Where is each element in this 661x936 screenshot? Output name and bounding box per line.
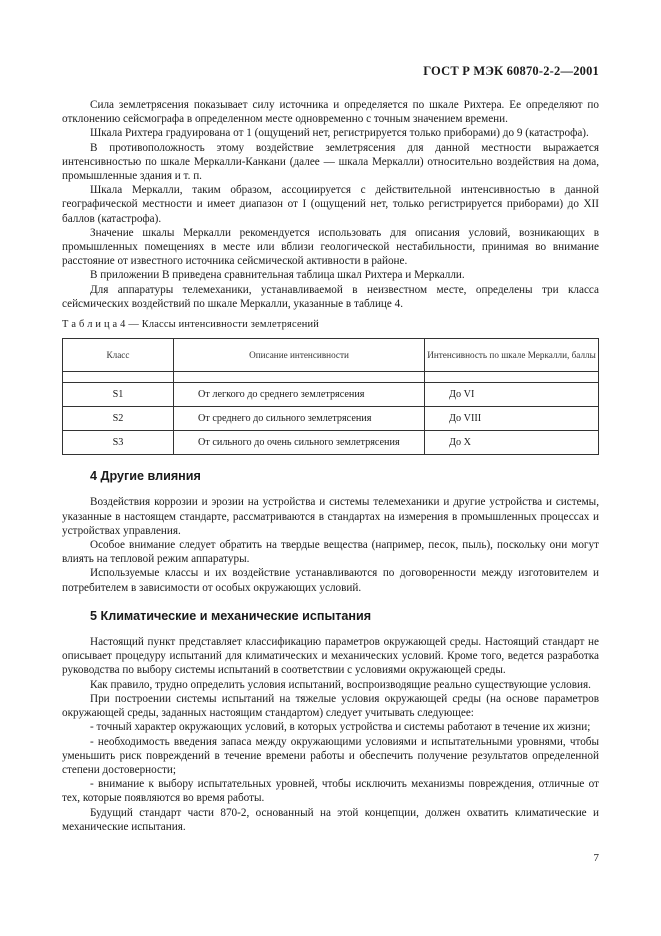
table-row	[63, 407, 599, 431]
paragraph: В противоположность этому воздействие землетрясения для данной местности выражается интенсивностью по шкале Меркалли-Канкани (далее — шкала Меркалли) относительно воздействия на дома, промышленные здания и т. п.	[62, 141, 599, 183]
page-header: ГОСТ Р МЭК 60870-2-2—2001	[423, 64, 599, 78]
table-caption: Т а б л и ц а 4 — Классы интенсивности землетрясений	[62, 319, 320, 331]
paragraph: Шкала Меркалли, таким образом, ассоциируется с действительной интенсивностью в данной географической местности и имеет диапазон от I (ощущений нет, только регистрируется приборами) до XII баллов (катастрофа).	[62, 184, 599, 225]
page-number: 7	[593, 852, 599, 864]
list-item: - точный характер окружающих условий, в которых устройства и системы работают в течение их жизни;	[90, 721, 591, 734]
intensity-table	[62, 338, 599, 455]
table-row	[63, 383, 599, 407]
document-body	[62, 98, 599, 834]
cell-class: S2	[63, 407, 174, 431]
paragraph: Используемые классы и их воздействие устанавливаются по договоренности между изготовителем и потребителем в зависимости от особых окружающих условий.	[62, 567, 599, 594]
paragraph: В приложении В приведена сравнительная таблица шкал Рихтера и Меркалли.	[90, 269, 465, 282]
table-row	[63, 431, 599, 455]
paragraph: Как правило, трудно определить условия испытаний, воспроизводящие реально существующие условия.	[90, 678, 591, 691]
paragraph: Будущий стандарт части 870-2, основанный на этой концепции, должен охватить климатические и механические испытания.	[62, 806, 599, 833]
list-item: - внимание к выбору испытательных уровней, чтобы исключить механизмы повреждения, отличные от тех, которые появляются во время работы.	[62, 778, 599, 805]
column-header-mercalli: Интенсивность по шкале Меркалли, баллы	[425, 339, 599, 372]
cell-description: От сильного до очень сильного землетрясения	[174, 431, 425, 455]
cell-class: S3	[63, 431, 174, 455]
cell-description: От легкого до среднего землетрясения	[174, 383, 425, 407]
paragraph: Шкала Рихтера градуирована от 1 (ощущений нет, регистрируется только приборами) до 9 (катастрофа).	[90, 127, 589, 140]
paragraph: Сила землетрясения показывает силу источника и определяется по шкале Рихтера. Ее определяют по отклонению сейсмографа в определенном месте одновременно с точным значением времени.	[62, 99, 599, 126]
cell-description: От среднего до сильного землетрясения	[174, 407, 425, 431]
paragraph: Настоящий пункт представляет классификацию параметров окружающей среды. Настоящий стандарт не описывает процедуру испытаний для климатических и механических условий. Кроме того, ведется разработка руководства по выбору системы испытаний в соответствии с условиями окружающей среды.	[62, 636, 599, 677]
cell-mercalli: До X	[425, 431, 599, 455]
cell-mercalli: До VIII	[425, 407, 599, 431]
paragraph: При построении системы испытаний на тяжелые условия окружающей среды (на основе параметров окружающей среды, заданных настоящим стандартом) следует учитывать следующее:	[62, 692, 599, 720]
table-header-row	[63, 339, 599, 372]
table-spacer-row	[63, 372, 599, 383]
paragraph: Для аппаратуры телемеханики, устанавливаемой в неизвестном месте, определены три класса сейсмических воздействий по шкале Меркалли, указанные в таблице 4.	[62, 283, 599, 310]
column-header-class: Класс	[63, 339, 174, 372]
paragraph: Значение шкалы Меркалли рекомендуется использовать для описания условий, возникающих в промышленных помещениях в месте или вблизи геологической нестабильности, принимая во внимание расстояние от известного источника сейсмической активности в районе.	[62, 226, 599, 268]
paragraph: Воздействия коррозии и эрозии на устройства и системы телемеханики и другие устройства и системы, указанные в настоящем стандарте, рассматриваются в стандартах на измерения в промышленных процессах и устройствах управления.	[62, 496, 599, 537]
cell-mercalli: До VI	[425, 383, 599, 407]
column-header-description: Описание интенсивности	[174, 339, 425, 372]
list-item: - необходимость введения запаса между окружающими условиями и испытательными уровнями, чтобы уменьшить риск повреждений в течение времени работы и обеспечить получение результатов определенной степени достоверности;	[62, 735, 599, 776]
cell-class: S1	[63, 383, 174, 407]
section-heading-4: 4 Другие влияния	[90, 469, 201, 484]
section-heading-5: 5 Климатические и механические испытания	[90, 608, 372, 623]
paragraph: Особое внимание следует обратить на твердые вещества (например, песок, пыль), поскольку они могут влиять на тепловой режим аппаратуры.	[62, 539, 599, 566]
